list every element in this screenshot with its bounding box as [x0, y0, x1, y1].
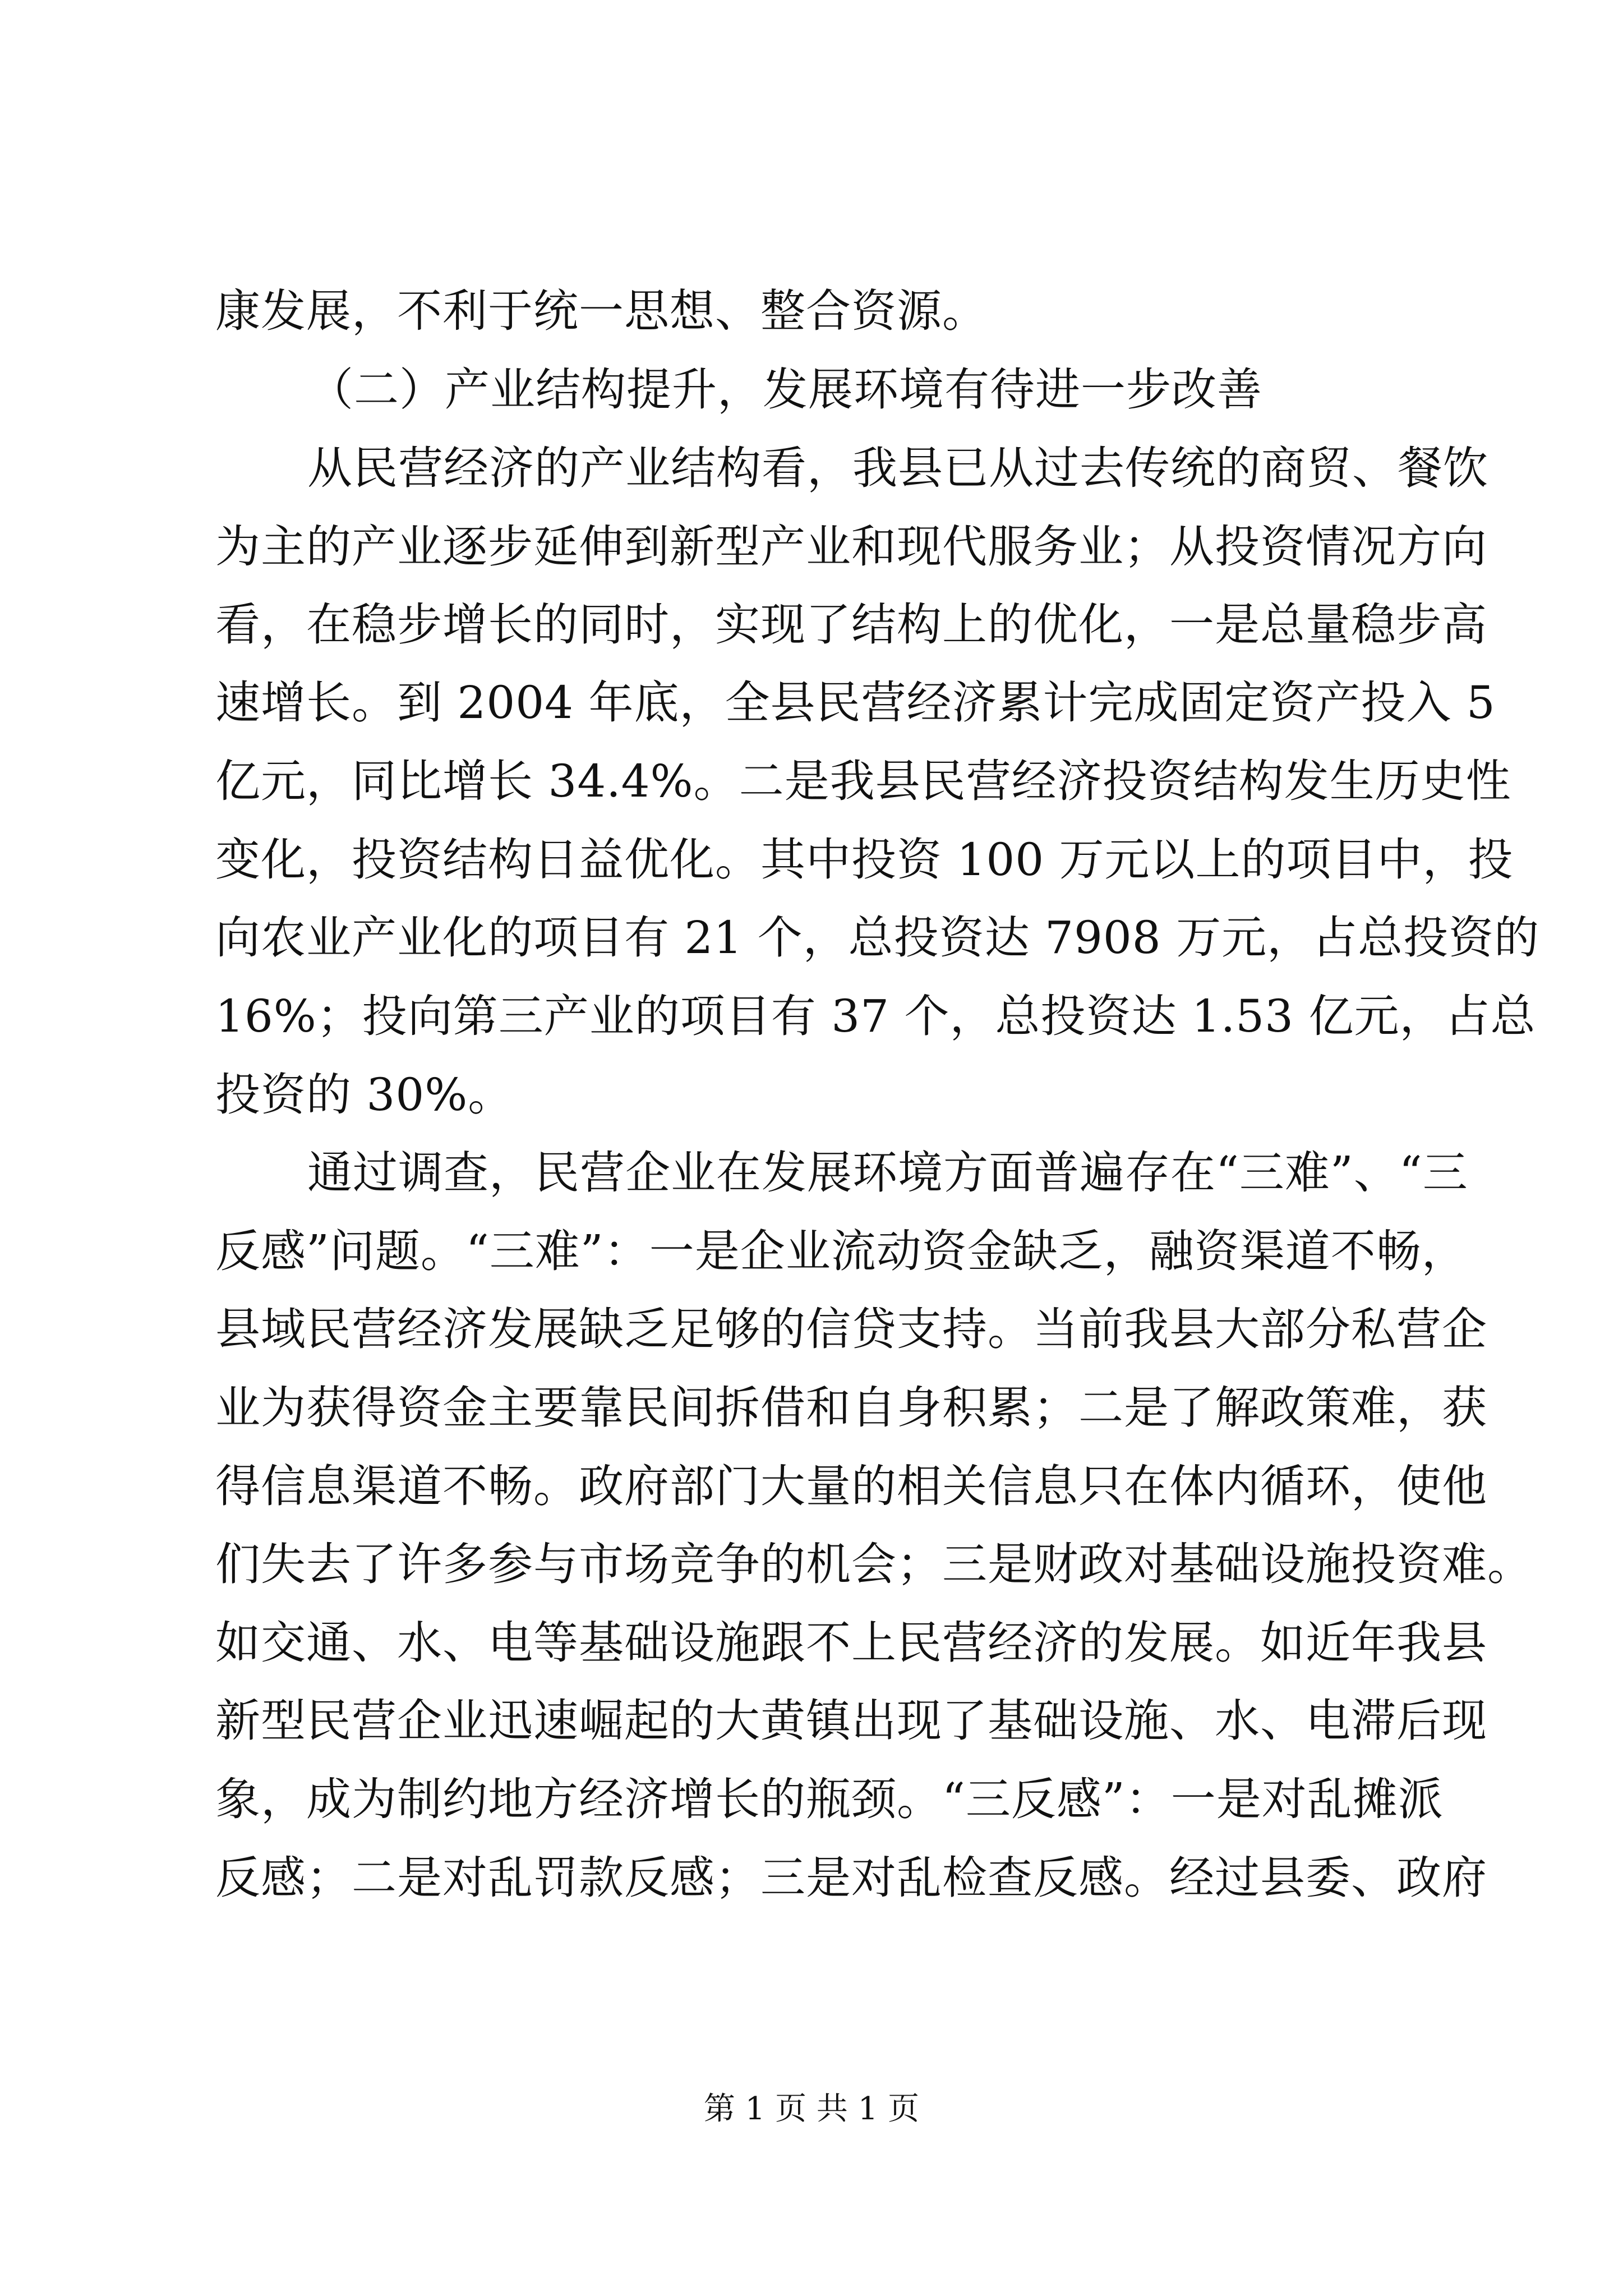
paragraph-line: 向农业产业化的项目有 21 个，总投资达 7908 万元，占总投资的 — [215, 912, 1540, 964]
paragraph-line: 象，成为制约地方经济增长的瓶颈。“三反感”：一是对乱摊派 — [215, 1773, 1444, 1825]
text-line-continuation: 康发展，不利于统一思想、整合资源。 — [215, 285, 988, 337]
paragraph-line: 亿元，同比增长 34.4%。二是我县民营经济投资结构发生历史性 — [215, 755, 1511, 807]
paragraph-line: 新型民营企业迅速崛起的大黄镇出现了基础设施、水、电滞后现 — [215, 1695, 1487, 1747]
paragraph-line: 速增长。到 2004 年底，全县民营经济累计完成固定资产投入 5 — [215, 677, 1496, 729]
paragraph-line: 业为获得资金主要靠民间拆借和自身积累；二是了解政策难，获 — [215, 1382, 1487, 1434]
paragraph-line: 通过调查，民营企业在发展环境方面普遍存在“三难”、“三 — [307, 1147, 1468, 1199]
paragraph-line: 得信息渠道不畅。政府部门大量的相关信息只在体内循环，使他 — [215, 1460, 1487, 1512]
paragraph-line: 看，在稳步增长的同时，实现了结构上的优化，一是总量稳步高 — [215, 599, 1487, 651]
paragraph-line: 如交通、水、电等基础设施跟不上民营经济的发展。如近年我县 — [215, 1617, 1487, 1669]
paragraph-line: 变化，投资结构日益优化。其中投资 100 万元以上的项目中，投 — [215, 834, 1514, 886]
paragraph-line: 投资的 30%。 — [215, 1069, 514, 1121]
paragraph-line: 为主的产业逐步延伸到新型产业和现代服务业；从投资情况方向 — [215, 521, 1487, 573]
paragraph-line: 从民营经济的产业结构看，我县已从过去传统的商贸、餐饮 — [307, 442, 1488, 494]
paragraph-line: 16%；投向第三产业的项目有 37 个，总投资达 1.53 亿元，占总 — [215, 990, 1536, 1042]
paragraph-line: 县域民营经济发展缺乏足够的信贷支持。当前我县大部分私营企 — [215, 1303, 1487, 1355]
paragraph-line: 们失去了许多参与市场竞争的机会；三是财政对基础设施投资难。 — [215, 1538, 1533, 1590]
paragraph-line: 反感”问题。“三难”：一是企业流动资金缺乏，融资渠道不畅， — [215, 1225, 1467, 1277]
paragraph-line: 反感；二是对乱罚款反感；三是对乱检查反感。经过县委、政府 — [215, 1852, 1487, 1904]
section-heading: （二）产业结构提升，发展环境有待进一步改善 — [308, 364, 1262, 416]
page-number-footer: 第 1 页 共 1 页 — [703, 2091, 920, 2127]
